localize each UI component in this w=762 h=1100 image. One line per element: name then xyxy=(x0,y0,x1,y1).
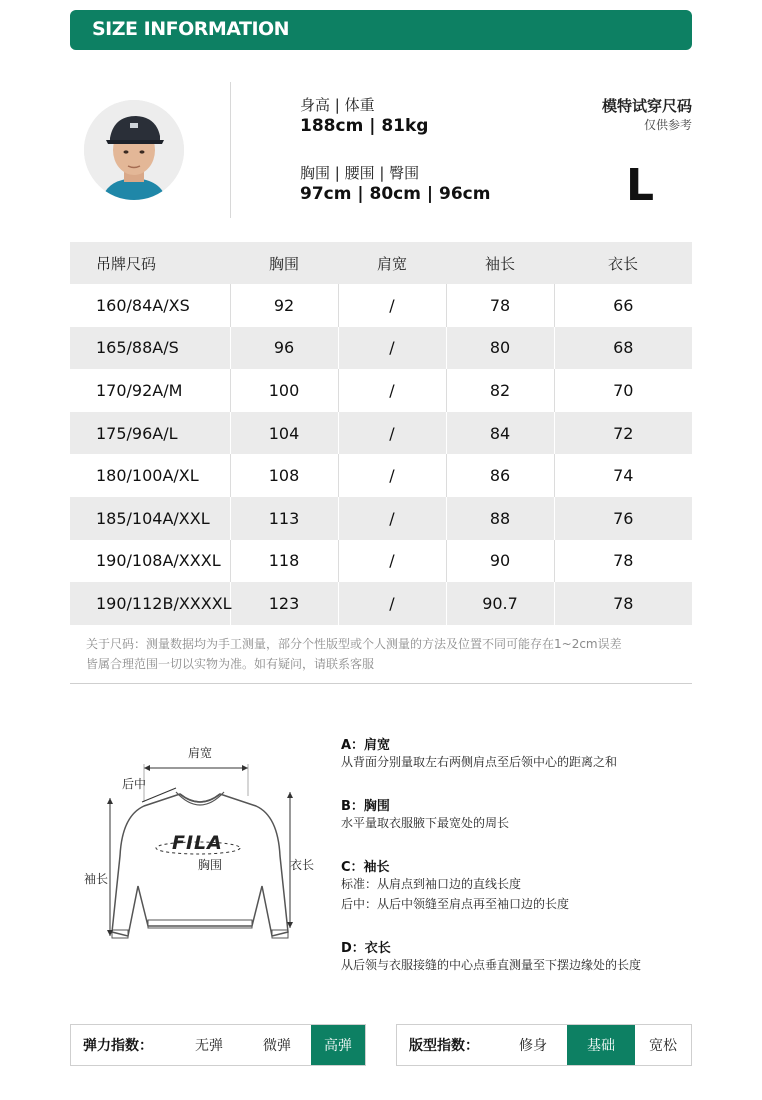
cell-sleeve: 84 xyxy=(446,412,554,455)
table-row xyxy=(70,497,692,540)
model-portrait-icon xyxy=(84,100,184,200)
cell-size: 175/96A/L xyxy=(70,412,230,455)
guide-c-text-1: 标准：从肩点到袖口边的直线长度 xyxy=(341,877,522,891)
model-divider xyxy=(230,82,231,218)
cell-shoulder: / xyxy=(338,497,446,540)
guide-b-text: 水平量取衣服腋下最宽处的周长 xyxy=(341,816,510,830)
table-row xyxy=(70,582,692,625)
guide-d-text: 从后领与衣服接缝的中心点垂直测量至下摆边缘处的长度 xyxy=(341,958,642,972)
header-sleeve: 袖长 xyxy=(446,242,554,284)
header-chest: 胸围 xyxy=(230,242,338,284)
height-weight-value: 188cm | 81kg xyxy=(300,116,429,136)
size-table xyxy=(70,242,692,625)
cell-length: 78 xyxy=(554,582,692,625)
cell-sleeve: 80 xyxy=(446,327,554,370)
elasticity-option-slight: 微弹 xyxy=(263,1038,291,1054)
cell-shoulder: / xyxy=(338,284,446,327)
cell-chest: 96 xyxy=(230,327,338,370)
diagram-chest-label: 胸围 xyxy=(198,858,223,872)
cell-length: 72 xyxy=(554,412,692,455)
diagram-shoulder-label: 肩宽 xyxy=(188,746,213,760)
cell-sleeve: 88 xyxy=(446,497,554,540)
elasticity-option-none: 无弹 xyxy=(195,1038,223,1054)
section-divider xyxy=(70,683,692,684)
table-row xyxy=(70,369,692,412)
cell-sleeve: 86 xyxy=(446,454,554,497)
guide-a-text: 从背面分别量取左右两侧肩点至后领中心的距离之和 xyxy=(341,755,618,769)
cell-size: 160/84A/XS xyxy=(96,295,190,315)
cell-shoulder: / xyxy=(338,369,446,412)
guide-a-title: A：肩宽 xyxy=(341,738,391,753)
cell-shoulder: / xyxy=(338,412,446,455)
fit-option-loose: 宽松 xyxy=(649,1038,677,1054)
fit-option-regular: 基础 xyxy=(567,1025,635,1065)
cell-chest: 123 xyxy=(230,582,338,625)
body-measure-label: 胸围 | 腰围 | 臀围 xyxy=(300,164,420,182)
model-fit-title: 模特试穿尺码 xyxy=(601,97,692,115)
cell-chest: 113 xyxy=(230,497,338,540)
cell-chest: 100 xyxy=(230,369,338,412)
cell-size: 190/112B/XXXXL xyxy=(70,582,230,625)
cell-size: 170/92A/M xyxy=(96,380,183,400)
fit-option-slim: 修身 xyxy=(519,1038,547,1054)
cell-size: 190/108A/XXXL xyxy=(96,551,221,571)
body-measure-value: 97cm | 80cm | 96cm xyxy=(300,184,491,204)
cell-chest: 92 xyxy=(230,284,338,327)
guide-b-title: B：胸围 xyxy=(341,799,390,814)
section-title: SIZE INFORMATION xyxy=(92,18,290,40)
header-tag-size: 吊牌尺码 xyxy=(70,242,230,284)
model-fit-size: L xyxy=(626,160,655,211)
elasticity-option-high: 高弹 xyxy=(311,1025,365,1065)
diagram-length-label: 衣长 xyxy=(290,858,315,872)
cell-length: 74 xyxy=(554,454,692,497)
table-row xyxy=(70,540,692,583)
diagram-back-center-label: 后中 xyxy=(122,777,147,791)
table-row xyxy=(70,284,692,327)
fit-index xyxy=(396,1024,692,1066)
measurement-note xyxy=(86,634,696,674)
header-length: 衣长 xyxy=(554,242,692,284)
model-avatar xyxy=(84,100,184,200)
cell-length: 68 xyxy=(554,327,692,370)
guide-c-title: C：袖长 xyxy=(341,860,390,875)
table-row xyxy=(70,327,692,370)
cell-sleeve: 82 xyxy=(446,369,554,412)
cell-length: 76 xyxy=(554,497,692,540)
cell-length: 78 xyxy=(554,540,692,583)
table-header-row xyxy=(70,242,692,284)
note-line-1: 关于尺码：测量数据均为手工测量，部分个性版型或个人测量的方法及位置不同可能存在1~2cm误差 xyxy=(86,637,622,651)
section-header xyxy=(70,10,692,50)
height-weight-label: 身高 | 体重 xyxy=(300,96,375,114)
cell-size: 180/100A/XL xyxy=(96,466,199,486)
cell-shoulder: / xyxy=(338,454,446,497)
cell-chest: 104 xyxy=(230,412,338,455)
note-line-2: 皆属合理范围一切以实物为准。如有疑问，请联系客服 xyxy=(86,657,375,671)
cell-size: 185/104A/XXL xyxy=(70,497,230,540)
cell-sleeve: 90.7 xyxy=(446,582,554,625)
table-row xyxy=(70,454,692,497)
cell-shoulder: / xyxy=(338,540,446,583)
header-shoulder: 肩宽 xyxy=(338,242,446,284)
cell-length: 66 xyxy=(554,284,692,327)
fit-label: 版型指数： xyxy=(409,1038,479,1054)
cell-shoulder: / xyxy=(338,327,446,370)
model-fit-subtitle: 仅供参考 xyxy=(643,118,692,132)
cell-chest: 108 xyxy=(230,454,338,497)
cell-chest: 118 xyxy=(230,540,338,583)
cell-sleeve: 90 xyxy=(446,540,554,583)
cell-size: 165/88A/S xyxy=(70,327,230,370)
cell-sleeve: 78 xyxy=(446,284,554,327)
fila-logo: FILA xyxy=(172,832,223,854)
guide-c-text-2: 后中：从后中领缝至肩点再至袖口边的长度 xyxy=(341,897,570,911)
table-row xyxy=(70,412,692,455)
diagram-sleeve-label: 袖长 xyxy=(84,872,109,886)
cell-length: 70 xyxy=(554,369,692,412)
elasticity-label: 弹力指数： xyxy=(83,1038,153,1054)
guide-d-title: D：衣长 xyxy=(341,941,391,956)
cell-shoulder: / xyxy=(338,582,446,625)
elasticity-index xyxy=(70,1024,366,1066)
